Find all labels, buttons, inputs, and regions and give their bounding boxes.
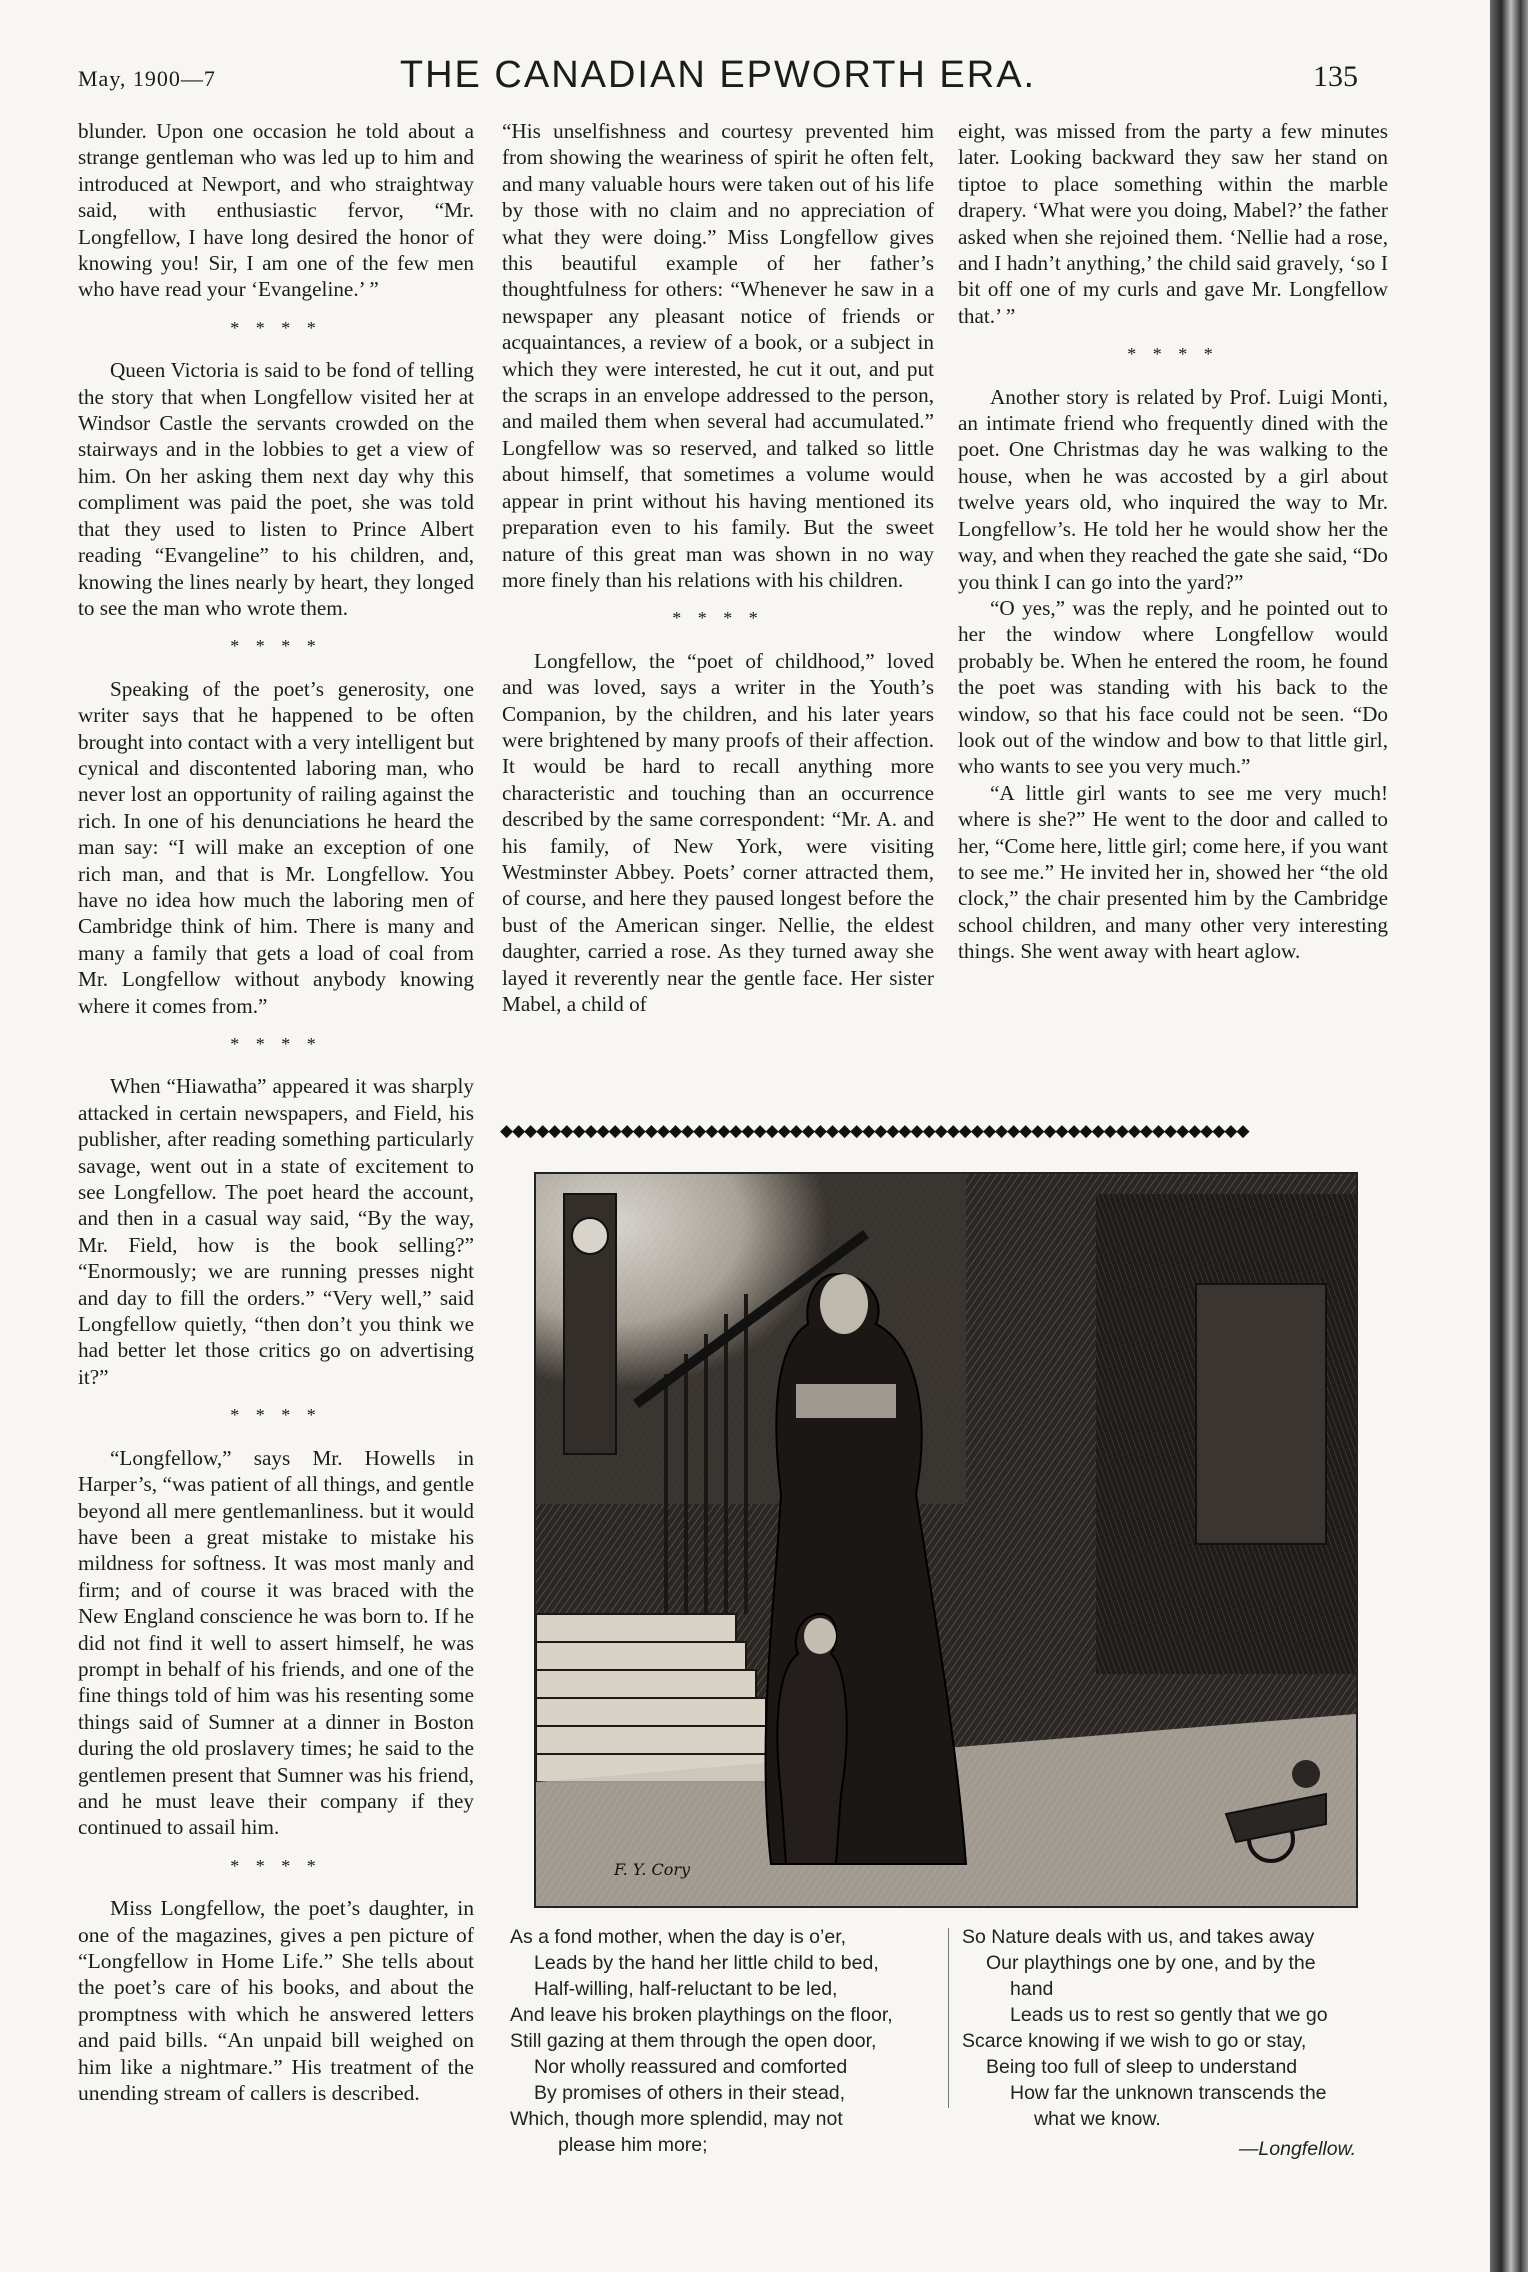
- poem-line: How far the unknown transcends the: [1010, 2082, 1327, 2104]
- paragraph: Speaking of the poet’s generosity, one writer says that he happened to be often brought into contact with a very intelligent but cynical and discontented laboring man, who never lost an opportunity of railing against the rich. In one of his denunciations he heard the man say: “I will make an exception of one rich man, and that is Mr. Longfellow. You have no idea how much the laboring men of Cambridge think of him. There is many and many a family that gets a load of coal from Mr. Longfellow without anybody knowing where it comes from.”: [78, 676, 474, 1018]
- poem-line: what we know.: [1034, 2108, 1161, 2130]
- page-header: [78, 48, 1358, 98]
- poem-column-rule: [948, 1928, 949, 2108]
- paragraph: When “Hiawatha” appeared it was sharply attacked in certain newspapers, and Field, his publisher, after reading something particularly savage, went out in a state of excitement to see Longfellow. The poet heard the account, and then in a casual way said, “By the way, Mr. Field, how is the book selling?” “Enormously; we are running presses night and day to fill the orders.” “Very well,” said Longfellow quietly, “then don’t you think we had better let those critics go on advertising it?”: [78, 1074, 474, 1389]
- page-edge: [1490, 0, 1528, 2272]
- paragraph: Miss Longfellow, the poet’s daughter, in one of the magazines, gives a pen picture of “Longfellow in Home Life.” She tells about the poet’s care of his books, and about the promptness with which he answered letters and paid bills. “An unpaid bill weighed on him like a nightmare.” His treatment of the unending stream of callers is described.: [78, 1896, 474, 2106]
- section-separator: * * * *: [230, 1855, 322, 1876]
- article-column-2: [502, 118, 934, 1017]
- poem-line: Which, though more splendid, may not: [510, 2108, 843, 2130]
- paragraph: “O yes,” was the reply, and he pointed out to her the window where Longfellow would probably be. When he entered the room, he found the poet was standing with his back to the window, so that his face could not be seen. “Do look out of the window and bow to that little girl, who wants to see you very much.”: [958, 595, 1388, 779]
- engraving-illustration: [534, 1172, 1358, 1908]
- paragraph: “A little girl wants to see me very much! where is she?” He went to the door and called to her, “Come here, little girl; come here, if you want to see me.” He invited her in, showed her “the old clock,” the chair presented him by the Cambridge school children, and many other very interesting things. She went away with heart aglow.: [958, 780, 1388, 964]
- poem-line: Our playthings one by one, and by the: [986, 1952, 1316, 1974]
- poem-line: Leads us to rest so gently that we go: [1010, 2004, 1328, 2026]
- poem-line: By promises of others in their stead,: [534, 2082, 846, 2104]
- paragraph: Another story is related by Prof. Luigi Monti, an intimate friend who frequently dined with the poet. One Christmas day he was walking to the house, when he was accosted by a girl about twelve years old, who inquired the way to Mr. Longfellow’s. He told her he would show her the way, and when they reached the gate she said, “Do you think I can go into the yard?”: [958, 384, 1388, 594]
- section-separator: * * * *: [230, 636, 322, 657]
- poem-line: As a fond mother, when the day is o’er,: [510, 1926, 847, 1948]
- issue-date: May, 1900—7: [78, 66, 216, 91]
- poem-stanza-left: [510, 1924, 950, 2158]
- poem-line: Scarce knowing if we wish to go or stay,: [962, 2030, 1307, 2052]
- paragraph: “Longfellow,” says Mr. Howells in Harper’s, “was patient of all things, and gentle beyond all mere gentlemanliness. but it would have been a great mistake to mistake his mildness for softness. It was most manly and firm; and of course it was braced with the New England conscience he was born to. If he did not find it well to assert himself, he was prompt in behalf of his friends, and one of the fine things told of him was his resenting some things said of Sumner at a dinner in Boston during the old proslavery times; he said to the gentlemen present that Sumner was his friend, and he must leave their company if they continued to assail him.: [78, 1445, 474, 1840]
- section-separator: * * * *: [672, 608, 764, 629]
- poem-line: Half-willing, half-reluctant to be led,: [534, 1978, 838, 2000]
- poem-line: hand: [1010, 1978, 1054, 2000]
- page-number: 135: [1313, 60, 1358, 93]
- paragraph: Queen Victoria is said to be fond of telling the story that when Longfellow visited her at Windsor Castle the servants crowded on the stairways and in the lobbies to get a view of him. On her asking them next day why this compliment was paid the poet, she was told that they used to listen to Prince Albert reading “Evangeline” to his children, and, knowing the lines nearly by heart, they longed to see the man who wrote them.: [78, 358, 474, 620]
- poem-line: And leave his broken playthings on the floor,: [510, 2004, 893, 2026]
- mother-and-child-engraving: [536, 1174, 1356, 1906]
- ornamental-divider: ◆◆◆◆◆◆◆◆◆◆◆◆◆◆◆◆◆◆◆◆◆◆◆◆◆◆◆◆◆◆◆◆◆◆◆◆◆◆◆◆◆◆◆◆◆◆◆◆◆◆◆◆◆◆◆◆◆◆◆◆◆◆: [500, 1122, 1249, 1140]
- poem-line: Being too full of sleep to understand: [986, 2056, 1298, 2078]
- paragraph: “His unselfishness and courtesy prevented him from showing the weariness of spirit he often felt, and many valuable hours were taken out of his life by those with no claim and no appreciation of what they were doing.” Miss Longfellow gives this beautiful example of her father’s thoughtfulness for others: “Whenever he saw in a newspaper any pleasant notice of friends or acquaintances, a review of a book, or a subject in which they were interested, he cut it out, and put the scraps in an envelope addressed to the person, and mailed them when several had accumulated.” Longfellow was so reserved, and talked so little about himself, that sometimes a volume would appear in print without his having mentioned its preparation even to his family. But the sweet nature of this great man was shown in no way more finely than his relations with his children.: [502, 119, 934, 592]
- paragraph: eight, was missed from the party a few minutes later. Looking backward they saw her stand on tiptoe to place something within the marble drapery. ‘What were you doing, Mabel?’ the father asked when she rejoined them. ‘Nellie had a rose, and I hadn’t anything,’ the child said gravely, ‘so I bit off one of my curls and gave Mr. Longfellow that.’ ”: [958, 119, 1388, 328]
- poem-line: Nor wholly reassured and comforted: [534, 2056, 848, 2078]
- publication-title: THE CANADIAN EPWORTH ERA.: [399, 54, 1037, 96]
- illustrator-signature: F. Y. Cory: [614, 1860, 691, 1879]
- section-separator: * * * *: [230, 317, 322, 338]
- paragraph: blunder. Upon one occasion he told about a strange gentleman who was led up to him and introduced at Newport, and who straightway said, with enthusiastic fervor, “Mr. Longfellow, I have long desired the honor of knowing you! Sir, I am one of the few men who have read your ‘Evangeline.’ ”: [78, 119, 474, 302]
- article-column-3: [958, 118, 1388, 965]
- poem-attribution: —Longfellow.: [1238, 2138, 1356, 2160]
- section-separator: * * * *: [230, 1034, 322, 1054]
- article-column-1: [78, 118, 474, 2106]
- section-separator: * * * *: [1127, 344, 1219, 365]
- section-separator: * * * *: [230, 1405, 322, 1426]
- poem-line: Leads by the hand her little child to bed,: [534, 1952, 879, 1974]
- poem-line: Still gazing at them through the open door,: [510, 2030, 877, 2052]
- poem-line: So Nature deals with us, and takes away: [962, 1926, 1315, 1948]
- poem-line: please him more;: [558, 2134, 708, 2156]
- paragraph: Longfellow, the “poet of childhood,” loved and was loved, says a writer in the Youth’s Companion, by the children, and his later years were brightened by many proofs of their affection. It would be hard to recall anything more characteristic and touching than an occurrence described by the same correspondent: “Mr. A. and his family, of New York, were visiting Westminster Abbey. Poets’ corner attracted them, of course, and here they paused longest before the bust of the American singer. Nellie, the eldest daughter, carried a rose. As they turned away she layed it reverently near the gentle face. Her sister Mabel, a child of: [502, 648, 934, 1016]
- poem-stanza-right: [962, 1924, 1392, 2162]
